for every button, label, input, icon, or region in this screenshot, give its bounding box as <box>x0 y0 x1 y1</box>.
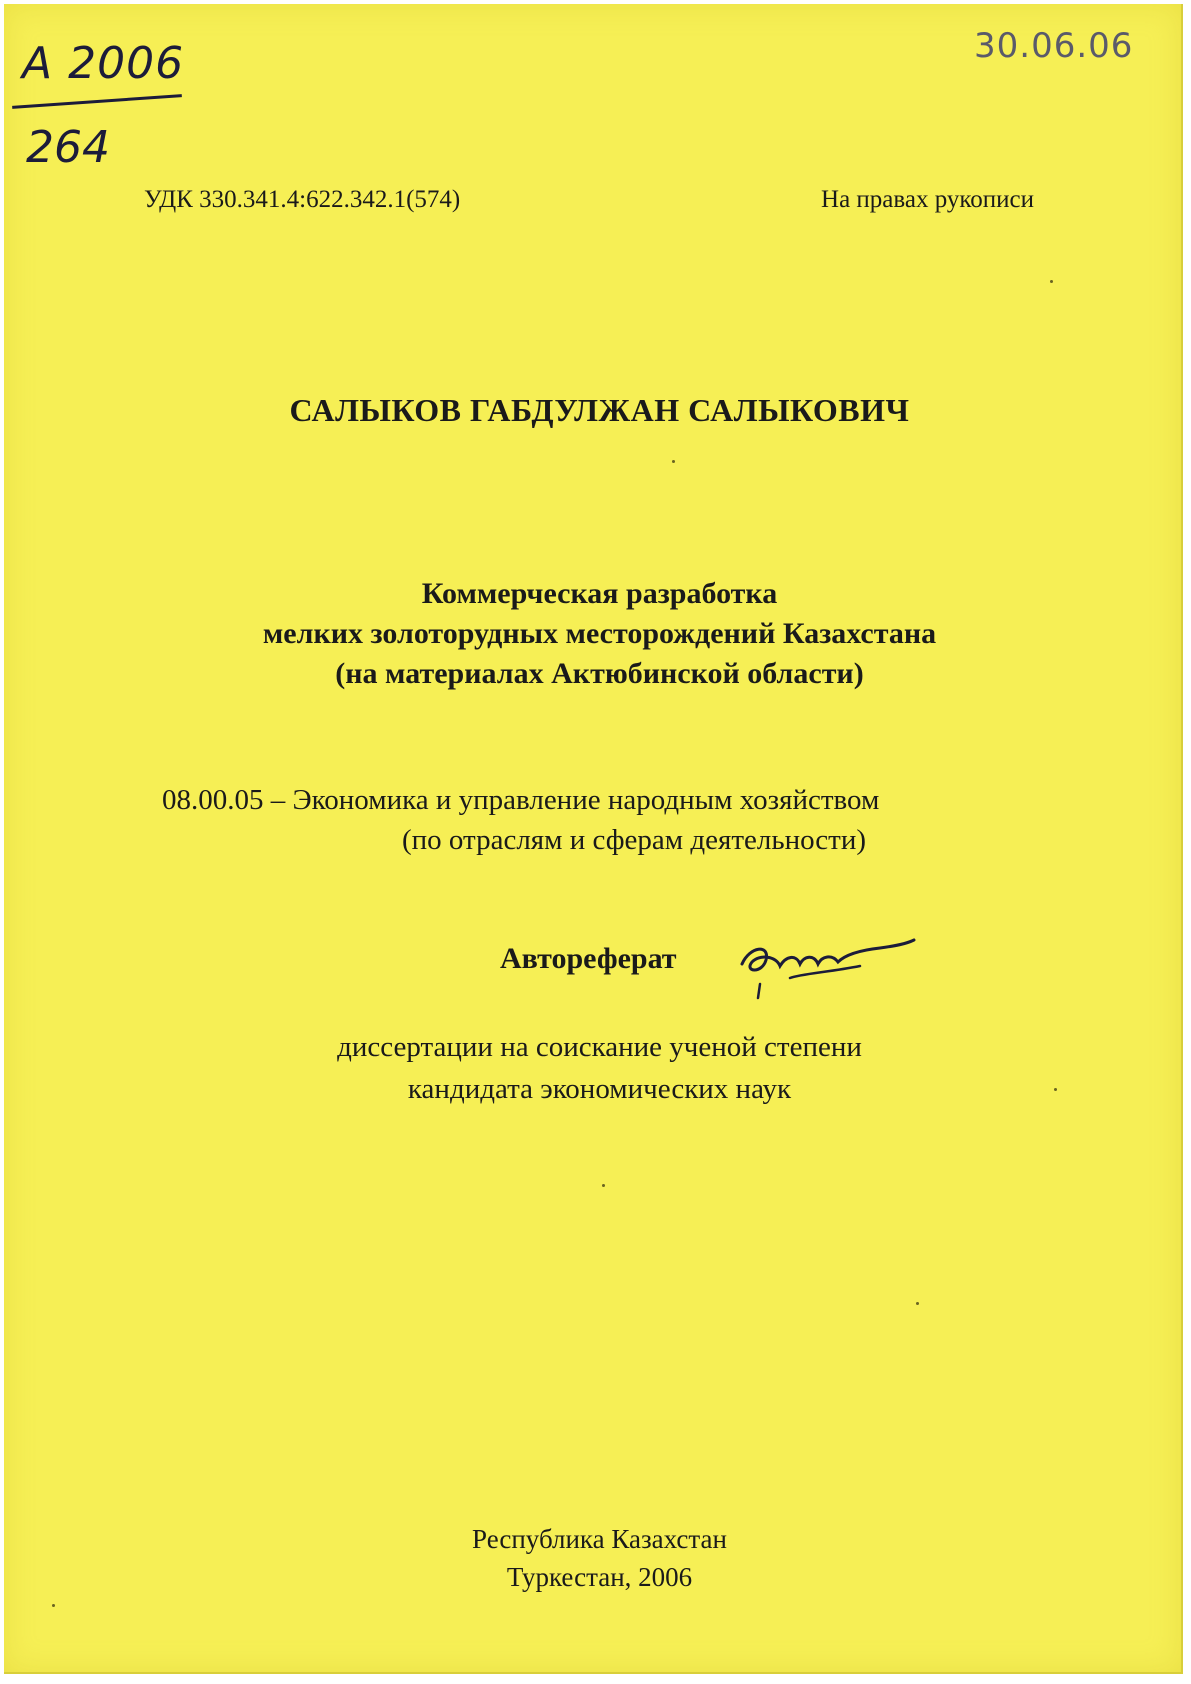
handwritten-underline <box>12 94 182 109</box>
specialty-line-1: 08.00.05 – Экономика и управление народным хозяйством <box>162 784 880 816</box>
title-line-3: (на материалах Актюбинской области) <box>335 657 864 690</box>
scan-speck <box>672 460 675 463</box>
handwritten-archive-code: A 2006 <box>22 38 185 89</box>
document-page <box>4 4 1183 1674</box>
scan-speck <box>1054 1088 1057 1091</box>
scan-speck <box>1050 280 1053 283</box>
footer-country: Республика Казахстан <box>472 1524 727 1554</box>
manuscript-rights: На правах рукописи <box>821 186 1034 213</box>
title-line-1: Коммерческая разработка <box>421 577 778 610</box>
title-line-2: мелких золоторудных месторождений Казахстана <box>262 617 937 650</box>
author-name: САЛЫКОВ ГАБДУЛЖАН САЛЫКОВИЧ <box>289 392 910 428</box>
degree-line-2: кандидата экономических наук <box>407 1073 792 1105</box>
handwritten-archive-number: 264 <box>26 122 110 173</box>
udk-code: УДК 330.341.4:622.342.1(574) <box>144 186 461 213</box>
scan-speck <box>916 1302 919 1305</box>
handwritten-date: 30.06.06 <box>974 26 1134 66</box>
degree-line-1: диссертации на соискание ученой степени <box>337 1031 862 1063</box>
scan-speck <box>602 1184 605 1187</box>
degree-description <box>4 1026 1191 1110</box>
dissertation-title <box>4 574 1191 694</box>
scan-speck <box>52 1604 55 1607</box>
specialty-line-2: (по отраслям и сферам деятельности) <box>402 824 867 856</box>
specialty-code <box>162 780 879 860</box>
footer-place <box>4 1520 1191 1596</box>
abstract-label: Автореферат <box>500 942 677 975</box>
footer-city-year: Туркестан, 2006 <box>506 1562 693 1592</box>
handwritten-signature <box>730 926 920 1006</box>
